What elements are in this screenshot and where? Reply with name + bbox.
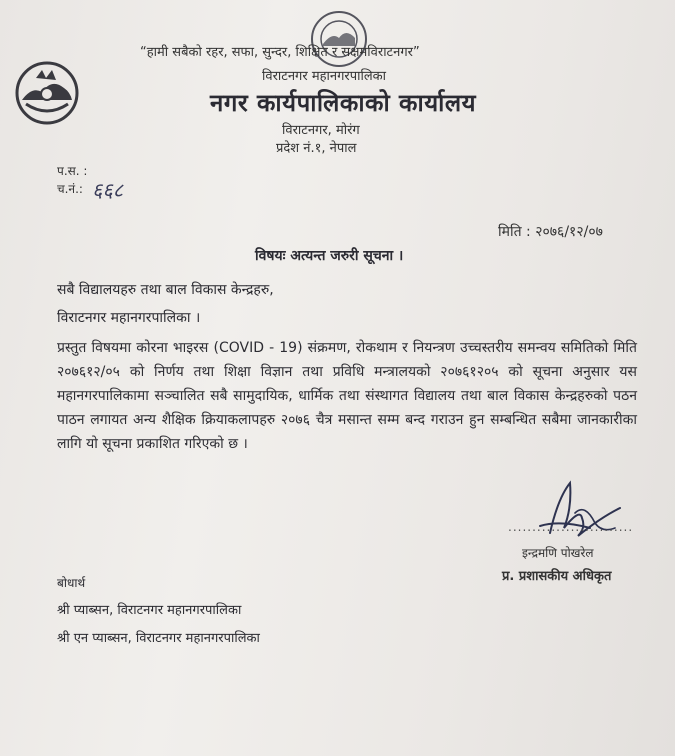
- pa-sa-label: प.स. :: [57, 164, 88, 178]
- cha-na-value: ६६८: [92, 178, 124, 202]
- signer-title: प्र. प्रशासकीय अधिकृत: [502, 569, 612, 584]
- notice-body: प्रस्तुत विषयमा कोरना भाइरस (COVID - 19) संक्रमण, रोकथाम र नियन्त्रण उच्चस्तरीय समन्वय समितिको मिति २०७६१२/०५ को निर्णय तथा शिक्षा विज्ञान तथा प्रविधि मन्त्रालयको २०७६१२०५ को सूचना अनुसार यस महानगरपालिकामा सञ्चालित सबै सामुदायिक, धार्मिक तथा संस्थागत विद्यालय तथा बाल विकास केन्द्रहरुको पठन पाठन लगायत अन्य शैक्षिक क्रियाकलापहरु २०७६ चैत्र मसान्त सम्म बन्द गराउन हुन सम्बन्धित सबैमा जानकारीका लागि यो सूचना प्रकाशित गरिएको छ ।: [57, 340, 637, 452]
- handwritten-signature: [520, 478, 640, 548]
- cha-na-label: च.नं.:: [57, 182, 83, 196]
- motto-text: “हामी सबैको रहर, सफा, सुन्दर, शिक्षित र सक्षमविराटनगर”: [140, 45, 420, 60]
- signer-name: इन्द्रमणि पोखरेल: [522, 546, 594, 560]
- page-title: नगर कार्यपालिकाको कार्यालय: [210, 89, 477, 117]
- recipient-line-1: सबै विद्यालयहरु तथा बाल विकास केन्द्रहरु,: [57, 282, 274, 298]
- nepal-emblem-icon: [12, 58, 82, 128]
- cc-line-2: श्री एन प्याब्सन, विराटनगर महानगरपालिका: [57, 631, 260, 646]
- office-name: विराटनगर महानगरपालिका: [262, 69, 386, 84]
- recipient-line-2: विराटनगर महानगरपालिका ।: [57, 310, 201, 326]
- office-stamp-icon: [308, 8, 370, 70]
- subject-line: विषयः अत्यन्त जरुरी सूचना ।: [255, 248, 404, 264]
- office-address: विराटनगर, मोरंग: [282, 123, 360, 138]
- cc-line-1: श्री प्याब्सन, विराटनगर महानगरपालिका: [57, 603, 242, 618]
- signature-line: ..........................: [508, 520, 634, 534]
- document-date: मिति : २०७६/१२/०७: [498, 224, 603, 240]
- cc-label: बोधार्थ: [57, 576, 86, 590]
- province-text: प्रदेश नं.१, नेपाल: [276, 141, 357, 156]
